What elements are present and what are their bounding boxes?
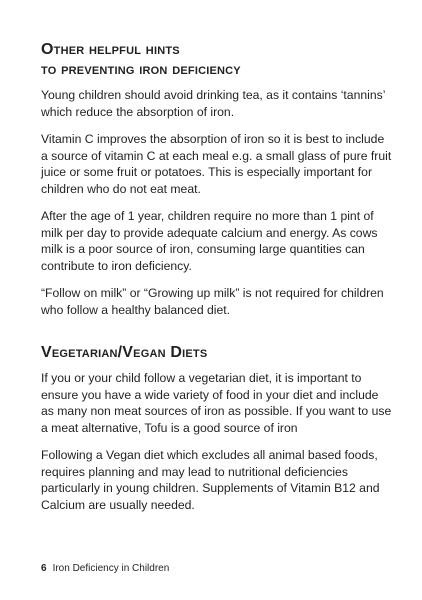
paragraph: “Follow on milk” or “Growing up milk” is not required for children who follow a healthy balanced diet. [41,286,384,317]
paragraph: Vitamin C improves the absorption of iron so it is best to include a source of vitamin C at each meal e.g. a small glass of pure fruit juice or some fruit or potatoes. This is especially important for children who do not eat meat. [41,132,392,196]
heading-line: Vegetarian/Vegan Diets [41,344,208,361]
section-heading [41,40,393,80]
section-heading [41,343,393,363]
page-number: 6 [41,563,47,574]
section-iron-hints [41,40,393,318]
footer-title: Iron Deficiency in Children [52,563,170,574]
page-footer [41,563,169,575]
paragraph: Following a Vegan diet which excludes all animal based foods, requires planning and may lead to nutritional deficiencies particularly in young children. Supplements of Vitamin B12 and Calcium are usually needed. [41,448,380,512]
page-content [41,40,393,524]
section-vegetarian-diets [41,343,393,513]
paragraph: Young children should avoid drinking tea, as it contains ‘tannins’ which reduce the absorption of iron. [41,88,385,119]
paragraph: If you or your child follow a vegetarian diet, it is important to ensure you have a wide variety of food in your diet and include as many non meat sources of iron as possible. If you want to use a meat alternative, Tofu is a good source of iron [41,371,392,435]
paragraph: After the age of 1 year, children require no more than 1 pint of milk per day to provide adequate calcium and energy. As cows milk is a poor source of iron, consuming large quantities can contribute to iron deficiency. [41,209,378,273]
heading-line: to preventing iron deficiency [41,61,241,78]
heading-line: Other helpful hints [41,41,180,58]
